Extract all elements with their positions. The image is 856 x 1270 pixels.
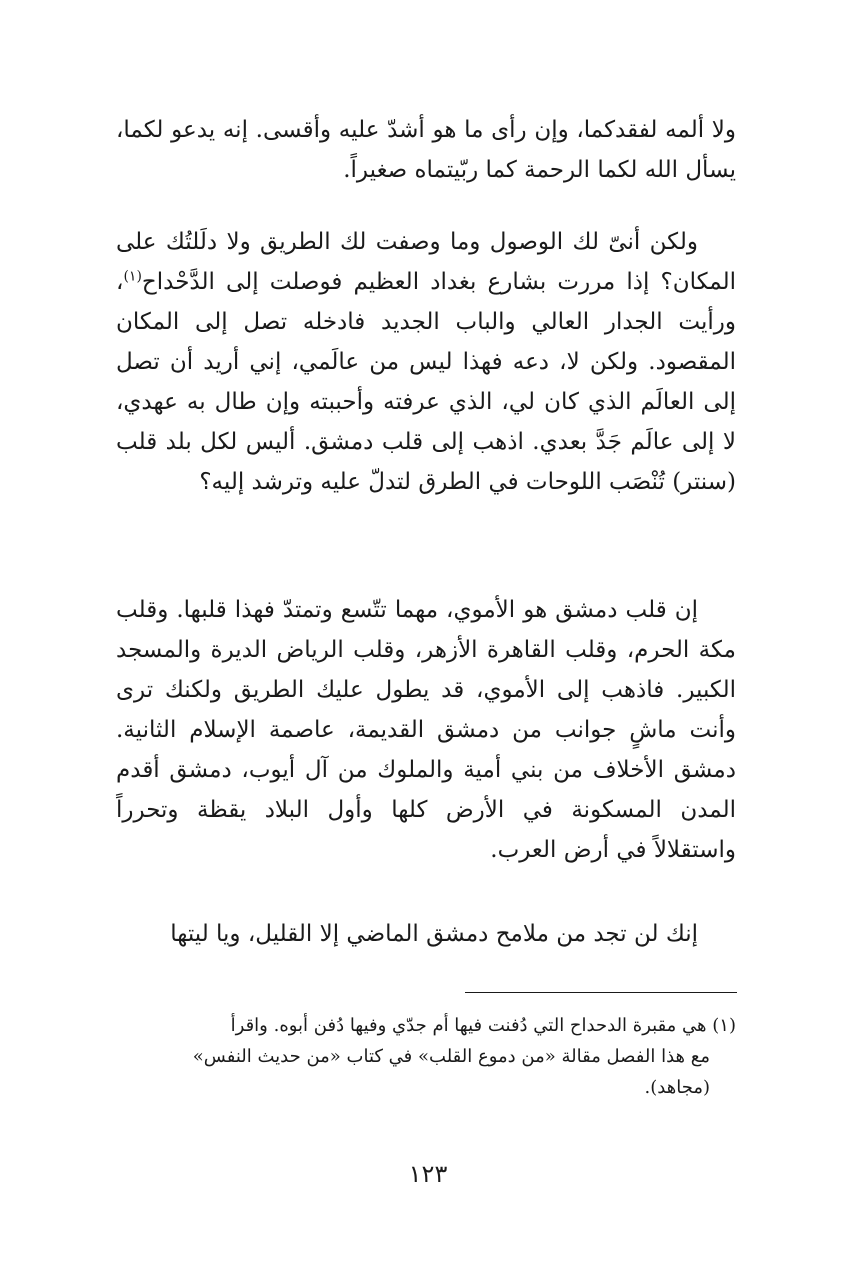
paragraph-1: ولا ألمه لفقدكما، وإن رأى ما هو أشدّ عليه وأقسى. إنه يدعو لكما، يسأل الله لكما الرحمة كما ربّيتماه صغيراً. <box>116 117 736 183</box>
paragraph-3: إن قلب دمشق هو الأموي، مهما تتّسع وتمتدّ فهذا قلبها. وقلب مكة الحرم، وقلب القاهرة الأزهر، وقلب الرياض الديرة والمسجد الكبير. فاذهب إلى الأموي، قد يطول عليك الطريق ولكنك ترى وأنت ماشٍ جوانب من دمشق القديمة، عاصمة الإسلام الثانية. دمشق الأخلاف من بني أمية والملوك من آل أيوب، دمشق أقدم المدن المسكونة في الأرض كلها وأول البلاد يقظة وتحرراً واستقلالاً في أرض العرب. <box>116 597 736 863</box>
footnote-line-1: (١) هي مقبرة الدحداح التي دُفنت فيها أم جدّي وفيها دُفن أبوه. واقرأ <box>230 1015 736 1036</box>
footnote <box>116 1010 736 1103</box>
paragraph-4: إنك لن تجد من ملامح دمشق الماضي إلا القليل، ويا ليتها <box>170 921 698 947</box>
footnote-marker: (١) <box>123 268 142 285</box>
paragraph-2-part-a: ولكن أنىّ لك الوصول وما وصفت لك الطريق ولا دلَلتُك على المكان؟ إذا مررت بشارع بغداد العظيم فوصلت إلى الدَّحْداح <box>116 229 736 295</box>
footnote-line-3: (مجاهد). <box>644 1077 710 1098</box>
footnote-line-2: مع هذا الفصل مقالة «من دموع القلب» في كتاب «من حديث النفس» <box>192 1046 710 1067</box>
page-number: ١٢٣ <box>408 1160 448 1188</box>
footnote-divider <box>465 992 737 993</box>
paragraph-2-part-b: ، ورأيت الجدار العالي والباب الجديد فادخله تصل إلى المكان المقصود. ولكن لا، دعه فهذا ليس من عالَمي، إني أريد أن تصل إلى العالَم الذي كان لي، الذي عرفته وأحببته وإن طال به عهدي، لا إلى عالَم جَدَّ بعدي. اذهب إلى قلب دمشق. أليس لكل بلد قلب (سنتر) تُنْصَب اللوحات في الطرق لتدلّ عليه وترشد إليه؟ <box>116 269 736 495</box>
paragraph-2 <box>116 222 736 502</box>
